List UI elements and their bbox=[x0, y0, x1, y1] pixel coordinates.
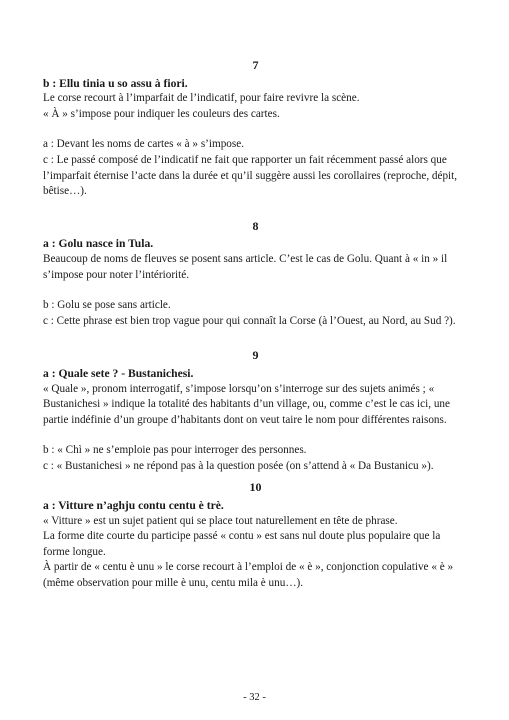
correct-answer: a : Quale sete ? - Bustanichesi. bbox=[43, 366, 194, 380]
explanation-line: La forme dite courte du participe passé « contu » est sans nul doute plus populaire que la forme longue. bbox=[43, 530, 441, 558]
explanation-line: À partir de « centu è unu » le corse recourt à l’emploi de « è », conjonction copulative « è » (même observation pour mille è unu, centu mila è unu…). bbox=[43, 561, 454, 590]
explanation-line: « Vitture » est un sujet patient qui se place tout naturellement en tête de phrase. bbox=[43, 514, 398, 527]
note-line: b : Golu se pose sans article. bbox=[43, 299, 171, 312]
section-9 bbox=[43, 348, 468, 474]
explanation-line: « À » s’impose pour indiquer les couleurs des cartes. bbox=[43, 107, 280, 120]
section-8 bbox=[43, 219, 468, 330]
explanation-line: « Quale », pronom interrogatif, s’impose lorsqu’on s’interroge sur des sujets animés ; « Bustanichesi » indique la totalité des habitants d’un village, ou, comme c’est le cas ici, une partie indéfinie d’un groupe d’habitants dont on veut taire le nom pour différentes raisons. bbox=[43, 382, 450, 426]
note-line: b : « Chì » ne s’emploie pas pour interroger des personnes. bbox=[43, 444, 307, 457]
note-line: c : « Bustanichesi » ne répond pas à la question posée (on s’attend à « Da Bustanicu »). bbox=[43, 459, 434, 472]
explanation-line: Beaucoup de noms de fleuves se posent sans article. C’est le cas de Golu. Quant à « in » il s’impose pour noter l’intériorité. bbox=[43, 252, 448, 281]
section-7 bbox=[43, 58, 468, 200]
document-page bbox=[43, 58, 468, 592]
section-number: 9 bbox=[252, 348, 259, 363]
section-number: 8 bbox=[252, 218, 259, 233]
section-10 bbox=[43, 480, 468, 591]
correct-answer: a : Golu nasce in Tula. bbox=[43, 237, 154, 251]
note-line: c : Cette phrase est bien trop vague pour qui connaît la Corse (à l’Ouest, au Nord, au Sud ?). bbox=[43, 314, 456, 327]
explanation-line: Le corse recourt à l’imparfait de l’indicatif, pour faire revivre la scène. bbox=[43, 92, 360, 105]
section-number: 7 bbox=[252, 58, 259, 72]
section-number: 10 bbox=[249, 480, 262, 495]
page-number: - 32 - bbox=[243, 692, 266, 703]
note-line: c : Le passé composé de l’indicatif ne fait que rapporter un fait récemment passé alors que l’imparfait éternise l’acte dans la durée et qu’il suggère aussi les corollaires (reproche, dépit, bêtise…). bbox=[43, 153, 458, 198]
correct-answer: b : Ellu tinia u so assu à fiori. bbox=[43, 76, 188, 90]
note-line: a : Devant les noms de cartes « à » s’impose. bbox=[43, 138, 245, 151]
correct-answer: a : Vitture n’aghju contu centu è trè. bbox=[43, 499, 224, 513]
